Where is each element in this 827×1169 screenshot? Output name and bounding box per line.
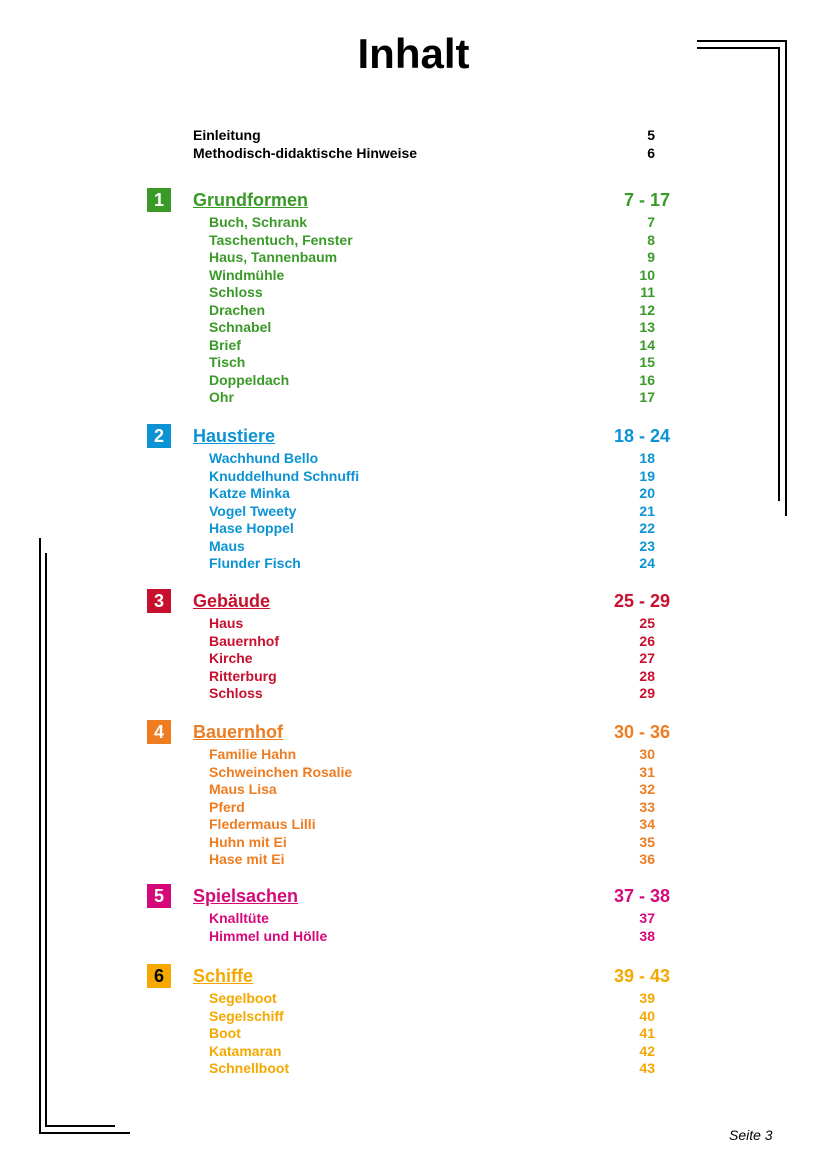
section-page-range: 25 - 29 bbox=[613, 591, 670, 611]
section-number-badge: 5 bbox=[147, 884, 171, 908]
toc-entry-page: 7 bbox=[647, 214, 655, 230]
toc-entry-label: Schnabel bbox=[209, 319, 272, 335]
toc-entry-page: 13 bbox=[639, 319, 655, 335]
toc-entry-page: 34 bbox=[639, 816, 655, 832]
section-title-link[interactable]: Haustiere bbox=[193, 426, 276, 446]
toc-section bbox=[0, 720, 827, 742]
toc-entry-label: Taschentuch, Fenster bbox=[209, 231, 353, 248]
toc-entry-page: 40 bbox=[639, 1007, 655, 1024]
toc-intro-label: Einleitung bbox=[193, 127, 261, 143]
toc-entry-label: Segelschiff bbox=[209, 1007, 284, 1024]
toc-entry-page: 43 bbox=[639, 1060, 655, 1076]
toc-entry-label: Maus Lisa bbox=[209, 781, 277, 797]
toc-entry[interactable] bbox=[209, 520, 655, 537]
toc-section bbox=[0, 188, 827, 210]
toc-entry-label: Vogel Tweety bbox=[209, 502, 297, 519]
toc-entry-page: 26 bbox=[639, 632, 655, 649]
toc-entry[interactable] bbox=[209, 633, 655, 650]
toc-entry[interactable] bbox=[209, 834, 655, 851]
toc-entry-page: 10 bbox=[639, 266, 655, 283]
toc-entry[interactable] bbox=[209, 816, 655, 833]
toc-entry-page: 32 bbox=[639, 781, 655, 797]
toc-entry-page: 39 bbox=[639, 990, 655, 1006]
page-number: Seite 3 bbox=[729, 1127, 773, 1143]
toc-entry-label: Buch, Schrank bbox=[209, 214, 308, 230]
toc-entry[interactable] bbox=[209, 990, 655, 1007]
toc-entry-page: 20 bbox=[639, 485, 655, 501]
toc-entry-page: 23 bbox=[639, 537, 655, 554]
toc-entry[interactable] bbox=[209, 372, 655, 389]
toc-entry-page: 17 bbox=[639, 389, 655, 405]
section-page-range: 18 - 24 bbox=[613, 426, 670, 446]
section-page-range: 7 - 17 bbox=[623, 190, 670, 210]
toc-entry-page: 27 bbox=[639, 650, 655, 666]
toc-entry[interactable] bbox=[209, 615, 655, 632]
toc-entry-page: 25 bbox=[639, 615, 655, 631]
toc-entry-label: Familie Hahn bbox=[209, 746, 297, 762]
toc-entry[interactable] bbox=[209, 1008, 655, 1025]
toc-entry-page: 42 bbox=[639, 1042, 655, 1059]
toc-entry-label: Haus, Tannenbaum bbox=[209, 249, 338, 265]
toc-entry[interactable] bbox=[209, 1060, 655, 1077]
toc-entry-label: Schweinchen Rosalie bbox=[209, 763, 353, 780]
toc-entry-label: Himmel und Hölle bbox=[209, 927, 328, 944]
toc-intro-page: 5 bbox=[647, 127, 655, 143]
section-title-link[interactable]: Gebäude bbox=[193, 591, 271, 611]
toc-entry-label: Haus bbox=[209, 615, 244, 631]
toc-entry-label: Schloss bbox=[209, 685, 263, 701]
toc-entry-page: 41 bbox=[639, 1025, 655, 1041]
toc-entry[interactable] bbox=[209, 468, 655, 485]
section-number-badge: 1 bbox=[147, 188, 171, 212]
toc-entry-page: 14 bbox=[639, 336, 655, 353]
toc-entry-page: 35 bbox=[639, 833, 655, 850]
toc-entry-label: Hase Hoppel bbox=[209, 520, 294, 536]
toc-entry[interactable] bbox=[209, 503, 655, 520]
toc-entry[interactable] bbox=[209, 685, 655, 702]
toc-entry-page: 33 bbox=[639, 798, 655, 815]
toc-entry-page: 19 bbox=[639, 467, 655, 484]
section-title-link[interactable]: Spielsachen bbox=[193, 886, 299, 906]
toc-entry-label: Katamaran bbox=[209, 1042, 282, 1059]
section-number-badge: 3 bbox=[147, 589, 171, 613]
toc-entry-label: Schnellboot bbox=[209, 1060, 290, 1076]
toc-entry[interactable] bbox=[209, 450, 655, 467]
toc-entry[interactable] bbox=[209, 668, 655, 685]
toc-entry-page: 30 bbox=[639, 746, 655, 762]
toc-section bbox=[0, 589, 827, 611]
toc-entry-label: Knalltüte bbox=[209, 910, 269, 926]
toc-entry[interactable] bbox=[209, 302, 655, 319]
toc-entry-page: 29 bbox=[639, 685, 655, 701]
toc-entry-label: Windmühle bbox=[209, 266, 285, 283]
toc-entry[interactable] bbox=[209, 781, 655, 798]
section-page-range: 30 - 36 bbox=[613, 722, 670, 742]
toc-entry[interactable] bbox=[209, 851, 655, 868]
toc-entry-page: 8 bbox=[647, 231, 655, 248]
toc-entry-label: Doppeldach bbox=[209, 371, 290, 388]
section-title-link[interactable]: Grundformen bbox=[193, 190, 308, 210]
toc-entry[interactable] bbox=[209, 249, 655, 266]
toc-entry-label: Tisch bbox=[209, 354, 246, 370]
toc-entry-page: 15 bbox=[639, 354, 655, 370]
toc-entry[interactable] bbox=[209, 650, 655, 667]
section-number-badge: 2 bbox=[147, 424, 171, 448]
toc-entry-label: Katze Minka bbox=[209, 485, 290, 501]
toc-entry-label: Segelboot bbox=[209, 990, 277, 1006]
toc-entry[interactable] bbox=[209, 538, 655, 555]
toc-entry[interactable] bbox=[209, 267, 655, 284]
toc-entry-label: Ritterburg bbox=[209, 667, 277, 684]
toc-entry-page: 22 bbox=[639, 520, 655, 536]
section-page-range: 37 - 38 bbox=[613, 886, 670, 906]
toc-section bbox=[0, 964, 827, 986]
toc-entry[interactable] bbox=[209, 799, 655, 816]
toc-section bbox=[0, 424, 827, 446]
section-page-range: 39 - 43 bbox=[613, 966, 670, 986]
toc-intro-label: Methodisch-didaktische Hinweise bbox=[193, 145, 418, 161]
toc-entry[interactable] bbox=[209, 928, 655, 945]
toc-entry[interactable] bbox=[209, 232, 655, 249]
toc-entry-label: Hase mit Ei bbox=[209, 851, 285, 867]
toc-entry-label: Kirche bbox=[209, 650, 253, 666]
toc-intro-row[interactable] bbox=[193, 127, 655, 144]
toc-entry[interactable] bbox=[209, 1043, 655, 1060]
toc-entry-page: 31 bbox=[639, 763, 655, 780]
toc-entry-page: 36 bbox=[639, 851, 655, 867]
toc-entry[interactable] bbox=[209, 1025, 655, 1042]
toc-entry[interactable] bbox=[209, 764, 655, 781]
toc-entry[interactable] bbox=[209, 214, 655, 231]
toc-entry-label: Bauernhof bbox=[209, 632, 279, 649]
toc-entry-page: 9 bbox=[647, 249, 655, 265]
toc-entry-label: Maus bbox=[209, 537, 245, 554]
page-title: Inhalt bbox=[357, 30, 470, 77]
toc-entry[interactable] bbox=[209, 337, 655, 354]
toc-entry[interactable] bbox=[209, 485, 655, 502]
toc-entry-label: Knuddelhund Schnuffi bbox=[209, 467, 360, 484]
toc-entry[interactable] bbox=[209, 389, 655, 406]
toc-entry-label: Drachen bbox=[209, 301, 266, 318]
toc-section bbox=[0, 884, 827, 906]
toc-entry-page: 24 bbox=[639, 555, 655, 571]
toc-intro-row[interactable] bbox=[193, 145, 655, 162]
toc-intro-page: 6 bbox=[647, 145, 655, 161]
toc-entry-label: Huhn mit Ei bbox=[209, 833, 287, 850]
toc-entry[interactable] bbox=[209, 284, 655, 301]
toc-entry[interactable] bbox=[209, 555, 655, 572]
toc-entry-page: 28 bbox=[639, 667, 655, 684]
section-title-link[interactable]: Bauernhof bbox=[193, 722, 283, 742]
toc-entry-label: Boot bbox=[209, 1025, 241, 1041]
toc-entry-label: Wachhund Bello bbox=[209, 450, 319, 466]
toc-entry-label: Pferd bbox=[209, 798, 245, 815]
toc-entry-page: 18 bbox=[639, 450, 655, 466]
toc-entry-page: 16 bbox=[639, 371, 655, 388]
toc-entry-label: Ohr bbox=[209, 389, 234, 405]
toc-entry-page: 37 bbox=[639, 910, 655, 926]
toc-entry[interactable] bbox=[209, 354, 655, 371]
toc-entry[interactable] bbox=[209, 746, 655, 763]
toc-entry-label: Schloss bbox=[209, 284, 263, 300]
toc-entry[interactable] bbox=[209, 910, 655, 927]
toc-entry-page: 11 bbox=[640, 284, 655, 300]
toc-entry-label: Fledermaus Lilli bbox=[209, 816, 316, 832]
section-number-badge: 4 bbox=[147, 720, 171, 744]
toc-entry-label: Brief bbox=[209, 336, 241, 353]
toc-entry-label: Flunder Fisch bbox=[209, 555, 301, 571]
section-title-link[interactable]: Schiffe bbox=[193, 966, 254, 986]
section-number-badge: 6 bbox=[147, 964, 171, 988]
toc-entry-page: 12 bbox=[639, 301, 655, 318]
toc-entry[interactable] bbox=[209, 319, 655, 336]
toc-entry-page: 21 bbox=[639, 502, 655, 519]
toc-entry-page: 38 bbox=[639, 927, 655, 944]
